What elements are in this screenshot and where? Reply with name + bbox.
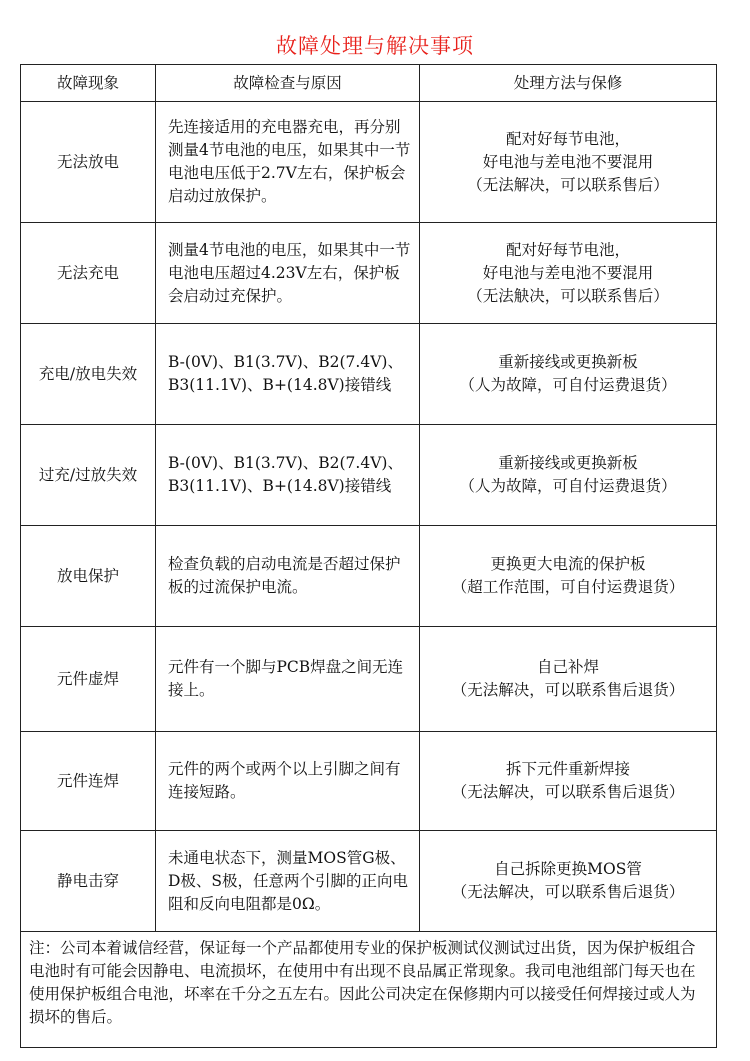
note-row — [21, 932, 717, 1048]
cause-cell: 元件有一个脚与PCB焊盘之间无连接上。 — [156, 627, 420, 732]
header-symptom: 故障现象 — [21, 65, 156, 102]
cause-cell: B-(0V)、B1(3.7V)、B2(7.4V)、B3(11.1V)、B+(14.8V)接错线 — [156, 324, 420, 425]
solution-line: （无法解决，可以联系售后退货） — [451, 883, 685, 901]
solution-line: 好电池与差电池不要混用 — [482, 152, 654, 171]
solution-line: （无法觖决，可以联系售后） — [467, 286, 669, 305]
symptom-cell: 元件连焊 — [21, 732, 156, 831]
cause-cell: 测量4节电池的电压，如果其中一节电池电压超过4.23V左右，保护板会启动过充保护。 — [156, 223, 420, 324]
solution-cell — [420, 223, 717, 324]
table-row — [21, 627, 717, 732]
solution-cell — [420, 102, 717, 223]
page-title: 故障处理与解决事项 — [276, 34, 474, 58]
table-row — [21, 425, 717, 526]
solution-cell — [420, 732, 717, 831]
symptom-cell: 充电/放电失效 — [21, 324, 156, 425]
table-row — [21, 526, 717, 627]
solution-line: 重新接线或更换新板 — [498, 454, 638, 472]
solution-cell — [420, 831, 717, 932]
table-row — [21, 223, 717, 324]
solution-line: （无法解决，可以联系售后退货） — [451, 783, 685, 801]
solution-line: （无法解决，可以联系售后） — [467, 175, 669, 194]
warranty-note: 注：公司本着诚信经营，保证每一个产品都使用专业的保护板测试仪测试过出货，因为保护板组合电池时有可能会因静电、电流损坏，在使用中有出现不良品属正常现象。我司电池组部门每天也在使用保护板组合电池，坏率在千分之五左右。因此公司决定在保修期内可以接受任何焊接过或人为损坏的售后。 — [21, 932, 717, 1048]
solution-cell — [420, 627, 717, 732]
table-row — [21, 324, 717, 425]
solution-line: 更换更大电流的保护板 — [490, 555, 646, 573]
solution-line: 自己补焊 — [536, 658, 599, 676]
header-cause: 故障检查与原因 — [156, 65, 420, 102]
solution-cell — [420, 324, 717, 425]
cause-cell: 检查负载的启动电流是否超过保护板的过流保护电流。 — [156, 526, 420, 627]
cause-cell: B-(0V)、B1(3.7V)、B2(7.4V)、B3(11.1V)、B+(14.8V)接错线 — [156, 425, 420, 526]
symptom-cell: 静电击穿 — [21, 831, 156, 932]
solution-line: （无法解决，可以联系售后退货） — [451, 681, 685, 699]
cause-cell: 先连接适用的充电器充电，再分别测量4节电池的电压，如果其中一节电池电压低于2.7V左右，保护板会启动过放保护。 — [156, 102, 420, 223]
solution-line: 重新接线或更换新板 — [498, 353, 638, 371]
solution-line: （人为故障，可自付运费退货） — [459, 376, 677, 394]
table-row — [21, 102, 717, 223]
symptom-cell: 过充/过放失效 — [21, 425, 156, 526]
troubleshooting-table — [20, 64, 717, 1048]
symptom-cell: 无法放电 — [21, 102, 156, 223]
symptom-cell: 元件虚焊 — [21, 627, 156, 732]
symptom-cell: 放电保护 — [21, 526, 156, 627]
header-solution: 处理方法与保修 — [420, 65, 717, 102]
solution-line: 配对好每节电池， — [505, 240, 630, 259]
table-header-row — [21, 65, 717, 102]
solution-line: 自己拆除更换MOS管 — [494, 860, 642, 878]
solution-cell — [420, 526, 717, 627]
cause-cell: 未通电状态下，测量MOS管G极、D极、S极，任意两个引脚的正向电阻和反向电阻都是0Ω。 — [156, 831, 420, 932]
solution-line: 好电池与差电池不要混用 — [482, 263, 654, 282]
table-row — [21, 831, 717, 932]
table-row — [21, 732, 717, 831]
solution-line: （超工作范围，可自付运费退货） — [451, 578, 685, 596]
solution-line: 拆下元件重新焊接 — [505, 760, 630, 778]
solution-line: 配对好每节电池， — [505, 129, 630, 148]
cause-cell: 元件的两个或两个以上引脚之间有连接短路。 — [156, 732, 420, 831]
solution-cell — [420, 425, 717, 526]
solution-line: （人为故障，可自付运费退货） — [459, 477, 677, 495]
symptom-cell: 无法充电 — [21, 223, 156, 324]
